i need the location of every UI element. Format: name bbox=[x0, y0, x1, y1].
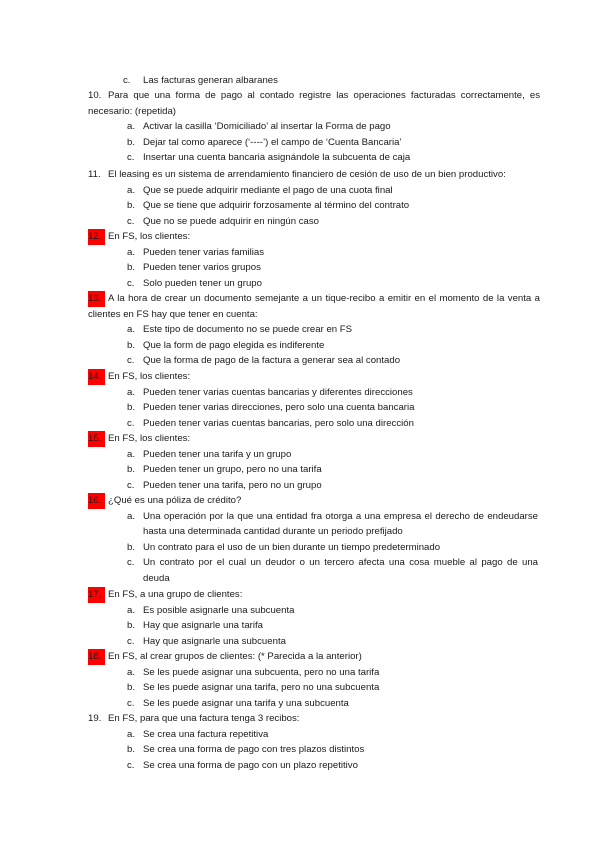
option-text: Se les puede asignar una tarifa, pero no una subcuenta bbox=[143, 682, 380, 694]
question-stem bbox=[88, 649, 540, 665]
highlighted-question-number: 13. bbox=[88, 291, 105, 307]
options-list bbox=[88, 245, 540, 292]
option-text: Pueden tener varios grupos bbox=[143, 262, 261, 274]
option-c bbox=[0, 696, 538, 712]
question-text: En FS, los clientes: bbox=[108, 433, 191, 444]
option-letter: c. bbox=[123, 75, 131, 86]
highlighted-question-number: 18. bbox=[88, 649, 105, 665]
option-b bbox=[0, 618, 538, 634]
option-letter: a. bbox=[127, 386, 136, 398]
option-a bbox=[0, 245, 538, 261]
option-text: Que se tiene que adquirir forzosamente al término del contrato bbox=[143, 200, 410, 212]
option-text: Hay que asignarle una subcuenta bbox=[143, 635, 286, 647]
option-text: Pueden tener un grupo, pero no una tarifa bbox=[143, 464, 322, 476]
option-text: Se crea una forma de pago con tres plazos distintos bbox=[143, 744, 365, 756]
option-letter: c. bbox=[127, 557, 135, 569]
option-letter: c. bbox=[127, 355, 135, 367]
option-c bbox=[0, 276, 538, 292]
question-text: En FS, a una grupo de clientes: bbox=[108, 589, 243, 600]
option-text: Se les puede asignar una subcuenta, pero no una tarifa bbox=[143, 666, 380, 678]
option-b bbox=[0, 260, 538, 276]
option-c bbox=[0, 353, 538, 369]
question-stem bbox=[88, 229, 540, 245]
option-text: Que no se puede adquirir en ningún caso bbox=[143, 215, 320, 227]
option-a bbox=[0, 447, 538, 463]
question-stem bbox=[88, 167, 540, 183]
option-letter: a. bbox=[127, 324, 136, 336]
options-list bbox=[88, 447, 540, 494]
option-text: Es posible asignarle una subcuenta bbox=[143, 604, 295, 616]
option-text: Que la forma de pago de la factura a generar sea al contado bbox=[143, 355, 401, 367]
option-b bbox=[0, 400, 538, 416]
option-c bbox=[0, 634, 538, 650]
option-letter: c. bbox=[127, 635, 135, 647]
option-text: Dejar tal como aparece (‘----’) el campo de ‘Cuenta Bancaria’ bbox=[143, 136, 402, 148]
question-13 bbox=[88, 291, 540, 369]
option-letter: c. bbox=[127, 215, 135, 227]
option-text: Pueden tener varias familias bbox=[143, 246, 265, 258]
option-c bbox=[0, 150, 538, 166]
option-a bbox=[0, 385, 538, 401]
option-c bbox=[0, 478, 538, 494]
option-text: Pueden tener varias cuentas bancarias y diferentes direcciones bbox=[143, 386, 413, 398]
option-text: Pueden tener varias cuentas bancarias, pero solo una dirección bbox=[143, 417, 414, 429]
option-letter: c. bbox=[127, 417, 135, 429]
option-a bbox=[0, 603, 538, 619]
options-list bbox=[88, 183, 540, 230]
option-b bbox=[0, 680, 538, 696]
option-text: Pueden tener una tarifa, pero no un grupo bbox=[143, 479, 322, 491]
option-letter: c. bbox=[127, 277, 135, 289]
option-letter: b. bbox=[127, 262, 136, 274]
option-b bbox=[0, 742, 538, 758]
option-text: Pueden tener varias direcciones, pero solo una cuenta bancaria bbox=[143, 402, 415, 414]
option-letter: b. bbox=[127, 620, 136, 632]
question-18 bbox=[88, 649, 540, 711]
option-letter: c. bbox=[127, 152, 135, 164]
option-b bbox=[0, 338, 538, 354]
question-number: 10. bbox=[88, 90, 102, 101]
option-a bbox=[0, 183, 538, 199]
option-text: Que se puede adquirir mediante el pago de una cuota final bbox=[143, 184, 393, 196]
question-15 bbox=[88, 431, 540, 493]
option-letter: a. bbox=[127, 184, 136, 196]
question-number: 11. bbox=[88, 169, 101, 180]
options-list bbox=[88, 119, 540, 166]
option-a bbox=[0, 727, 538, 743]
option-letter: a. bbox=[127, 510, 136, 522]
option-text: Un contrato por el cual un deudor o un tercero afecta una cosa mueble al pago de una deuda bbox=[143, 557, 538, 584]
question-stem bbox=[88, 711, 540, 727]
question-text: A la hora de crear un documento semejante a un tique-recibo a emitir en el momento de la venta a clientes en FS hay que tener en cuenta: bbox=[88, 293, 540, 320]
option-b bbox=[0, 135, 538, 151]
question-text: ¿Qué es una póliza de crédito? bbox=[108, 495, 242, 506]
option-letter: a. bbox=[127, 121, 136, 133]
lead-option bbox=[123, 73, 278, 89]
option-letter: b. bbox=[127, 682, 136, 694]
question-text: En FS, para que una factura tenga 3 recibos: bbox=[108, 713, 300, 724]
option-text: Se les puede asignar una tarifa y una subcuenta bbox=[143, 697, 349, 709]
highlighted-question-number: 12. bbox=[88, 229, 105, 245]
question-stem bbox=[88, 493, 540, 509]
option-b bbox=[0, 462, 538, 478]
question-17 bbox=[88, 587, 540, 649]
question-stem bbox=[88, 88, 540, 119]
options-list bbox=[88, 322, 540, 369]
option-letter: b. bbox=[127, 136, 136, 148]
question-stem bbox=[88, 587, 540, 603]
question-text: En FS, los clientes: bbox=[108, 231, 191, 242]
option-letter: b. bbox=[127, 541, 136, 553]
question-text: En FS, al crear grupos de clientes: (* Parecida a la anterior) bbox=[108, 651, 362, 662]
options-list bbox=[88, 509, 540, 587]
option-letter: b. bbox=[127, 744, 136, 756]
question-10 bbox=[88, 88, 540, 166]
question-14 bbox=[88, 369, 540, 431]
option-letter: c. bbox=[127, 697, 135, 709]
options-list bbox=[88, 727, 540, 774]
option-c bbox=[0, 758, 538, 774]
question-19 bbox=[88, 711, 540, 773]
highlighted-question-number: 16. bbox=[88, 493, 105, 509]
option-letter: b. bbox=[127, 200, 136, 212]
option-text: Pueden tener una tarifa y un grupo bbox=[143, 448, 292, 460]
option-text: Las facturas generan albaranes bbox=[143, 75, 278, 86]
question-stem bbox=[88, 369, 540, 385]
question-12 bbox=[88, 229, 540, 291]
option-letter: a. bbox=[127, 604, 136, 616]
option-letter: a. bbox=[127, 246, 136, 258]
option-letter: b. bbox=[127, 402, 136, 414]
option-text: Este tipo de documento no se puede crear en FS bbox=[143, 324, 353, 336]
option-a bbox=[0, 322, 538, 338]
option-c bbox=[0, 416, 538, 432]
highlighted-question-number: 14. bbox=[88, 369, 105, 385]
options-list bbox=[88, 665, 540, 712]
option-a bbox=[0, 509, 538, 540]
option-b bbox=[0, 540, 538, 556]
option-letter: b. bbox=[127, 339, 136, 351]
highlighted-question-number: 17. bbox=[88, 587, 105, 603]
option-letter: a. bbox=[127, 666, 136, 678]
option-c bbox=[0, 214, 538, 230]
option-text: Solo pueden tener un grupo bbox=[143, 277, 262, 289]
option-letter: c. bbox=[127, 759, 135, 771]
question-text: El leasing es un sistema de arrendamiento financiero de cesión de uso de un bien productivo: bbox=[108, 169, 506, 180]
option-text: Activar la casilla ‘Domiciliado’ al insertar la Forma de pago bbox=[143, 121, 391, 133]
question-number: 19. bbox=[88, 713, 102, 724]
question-16 bbox=[88, 493, 540, 587]
option-b bbox=[0, 198, 538, 214]
option-c bbox=[0, 555, 538, 586]
option-letter: a. bbox=[127, 448, 136, 460]
question-text: Para que una forma de pago al contado registre las operaciones facturadas correctamente, es necesario: (repetida) bbox=[88, 90, 540, 117]
option-text: Que la form de pago elegida es indiferente bbox=[143, 339, 325, 351]
option-text: Insertar una cuenta bancaria asignándole la subcuenta de caja bbox=[143, 152, 411, 164]
question-11 bbox=[88, 167, 540, 229]
option-text: Se crea una factura repetitiva bbox=[143, 728, 269, 740]
option-a bbox=[0, 119, 538, 135]
highlighted-question-number: 15. bbox=[88, 431, 105, 447]
question-stem bbox=[88, 291, 540, 322]
option-letter: c. bbox=[127, 479, 135, 491]
question-stem bbox=[88, 431, 540, 447]
option-letter: b. bbox=[127, 464, 136, 476]
option-a bbox=[0, 665, 538, 681]
options-list bbox=[88, 385, 540, 432]
option-text: Un contrato para el uso de un bien durante un tiempo predeterminado bbox=[143, 541, 441, 553]
option-text: Se crea una forma de pago con un plazo repetitivo bbox=[143, 759, 358, 771]
option-letter: a. bbox=[127, 728, 136, 740]
options-list bbox=[88, 603, 540, 650]
option-text: Hay que asignarle una tarifa bbox=[143, 620, 263, 632]
option-text: Una operación por la que una entidad fra otorga a una empresa el derecho de endeudarse hasta una determinada cantidad durante un periodo prefijado bbox=[143, 510, 538, 538]
question-text: En FS, los clientes: bbox=[108, 371, 191, 382]
